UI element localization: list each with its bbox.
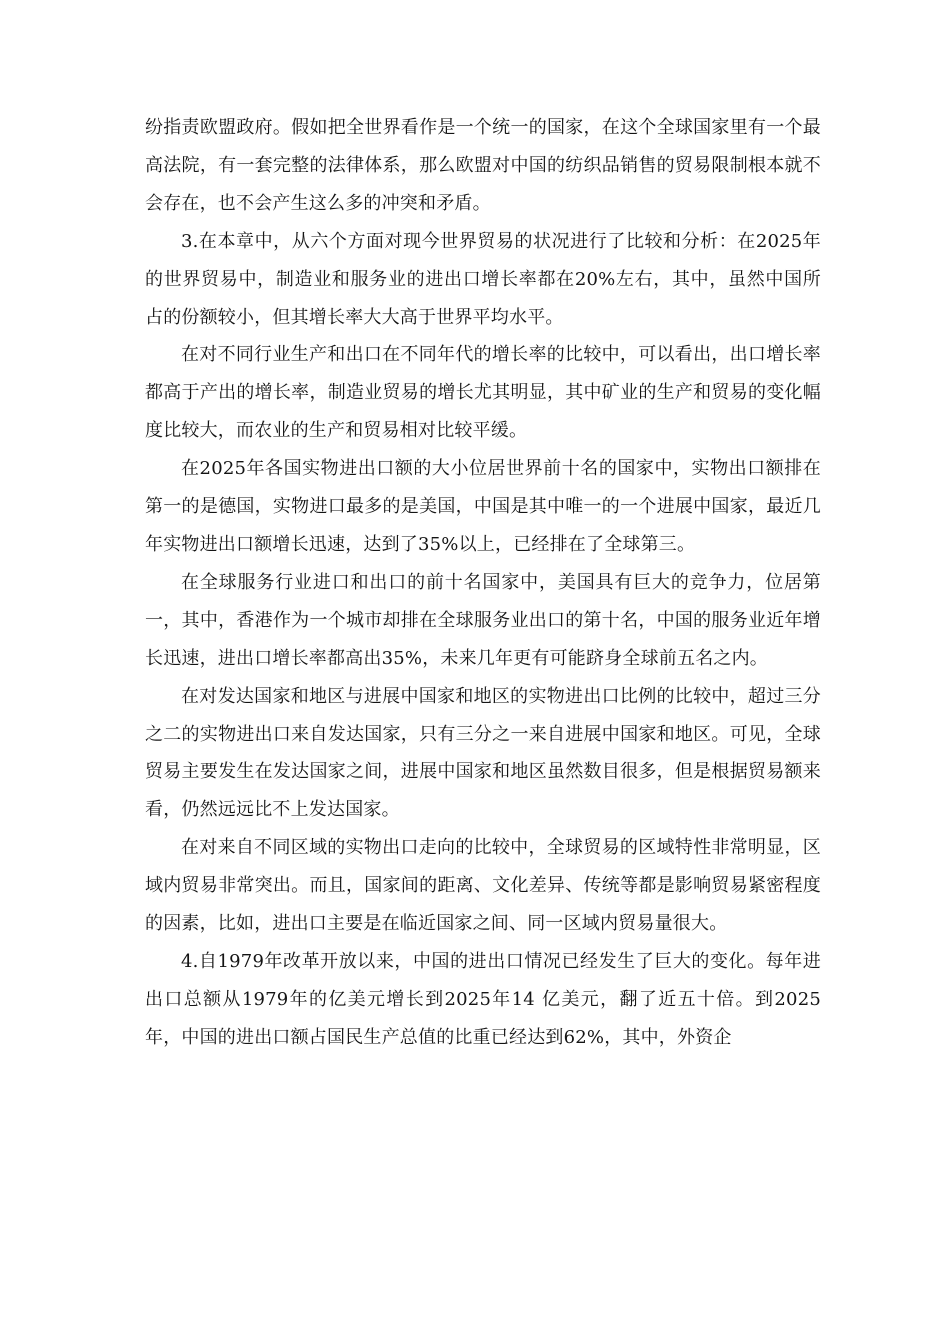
paragraph-regional-trade: 在对来自不同区域的实物出口走向的比较中，全球贸易的区域特性非常明显，区域内贸易非常突出。而且，国家间的距离、文化差异、传统等都是影响贸易紧密程度的因素，比如，进出口主要是在临近国家之间、同一区域内贸易量很大。 xyxy=(145,837,821,935)
paragraph-point-4: 4.自1979年改革开放以来，中国的进出口情况已经发生了巨大的变化。每年进出口总额从1979年的亿美元增长到2025年14 亿美元，翻了近五十倍。到2025年，中国的进出口额占国民生产总值的比重已经达到62%，其中，外资企 xyxy=(145,950,821,1048)
document-body xyxy=(145,109,821,1057)
paragraph-goods-trade-top-ten: 在2025年各国实物进出口额的大小位居世界前十名的国家中，实物出口额排在第一的是德国，实物进口最多的是美国，中国是其中唯一的一个进展中国家，最近几年实物进出口额增长迅速，达到了35%以上，已经排在了全球第三。 xyxy=(145,458,821,555)
paragraph-point-3: 3.在本章中，从六个方面对现今世界贸易的状况进行了比较和分析：在2025年的世界贸易中，制造业和服务业的进出口增长率都在20%左右，其中，虽然中国所占的份额较小，但其增长率大大高于世界平均水平。 xyxy=(145,230,821,328)
paragraph-developed-vs-developing: 在对发达国家和地区与进展中国家和地区的实物进出口比例的比较中，超过三分之二的实物进出口来自发达国家，只有三分之一来自进展中国家和地区。可见，全球贸易主要发生在发达国家之间，进展中国家和地区虽然数目很多，但是根据贸易额来看，仍然远远比不上发达国家。 xyxy=(145,685,821,821)
paragraph-industry-growth: 在对不同行业生产和出口在不同年代的增长率的比较中，可以看出，出口增长率都高于产出的增长率，制造业贸易的增长尤其明显，其中矿业的生产和贸易的变化幅度比较大，而农业的生产和贸易相对比较平缓。 xyxy=(145,344,821,442)
paragraph-continuation: 纷指责欧盟政府。假如把全世界看作是一个统一的国家，在这个全球国家里有一个最高法院，有一套完整的法律体系，那么欧盟对中国的纺织品销售的贸易限制根本就不会存在，也不会产生这么多的冲突和矛盾。 xyxy=(145,117,821,214)
paragraph-services-trade-top-ten: 在全球服务行业进口和出口的前十名国家中，美国具有巨大的竞争力，位居第一，其中，香港作为一个城市却排在全球服务业出口的第十名，中国的服务业近年增长迅速，进出口增长率都高出35%，未来几年更有可能跻身全球前五名之内。 xyxy=(145,571,821,669)
